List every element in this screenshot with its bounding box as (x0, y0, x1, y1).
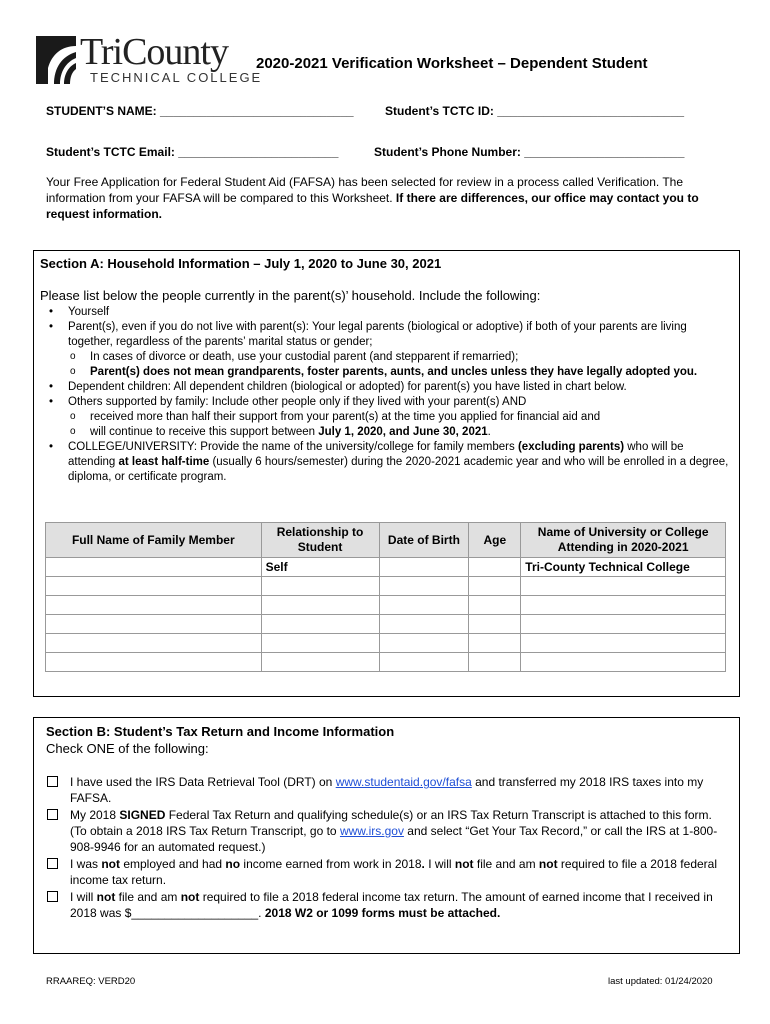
section-b-title: Section B: Student’s Tax Return and Income Information (46, 724, 395, 739)
list-item: • COLLEGE/UNIVERSITY: Provide the name of the university/college for family members (excluding parents) who will be attending at least half-time (usually 6 hours/semester) during the 2020-2021 academic year and who will be enrolled in a degree, diploma, or certificate program. (40, 440, 732, 485)
student-id-field[interactable]: Student’s TCTC ID: ____________________________ (385, 104, 685, 118)
checkbox[interactable] (47, 858, 58, 869)
table-cell[interactable] (469, 653, 521, 672)
table-cell[interactable] (261, 577, 379, 596)
table-cell[interactable]: Self (261, 558, 379, 577)
tax-option-not-employed: I was not employed and had no income earned from work in 2018. I will not file and am not required to file a 2018 federal income tax return. (46, 856, 722, 888)
table-cell[interactable] (469, 558, 521, 577)
table-cell[interactable] (521, 653, 726, 672)
table-row (46, 615, 726, 634)
table-cell[interactable] (261, 634, 379, 653)
table-header-row (46, 523, 726, 558)
intro-bold-text: If there are differences, our office may contact you to request information. (46, 191, 699, 221)
table-cell[interactable] (379, 596, 469, 615)
household-instructions-list (40, 305, 732, 485)
section-a-lead: Please list below the people currently in the parent(s)’ household. Include the following: (40, 288, 541, 303)
table-cell[interactable] (46, 577, 262, 596)
table-cell[interactable] (379, 577, 469, 596)
tax-options-list (46, 774, 722, 922)
document-title: 2020-2021 Verification Worksheet – Dependent Student (256, 55, 648, 72)
table-cell[interactable] (46, 615, 262, 634)
table-cell[interactable] (261, 596, 379, 615)
checkbox[interactable] (47, 776, 58, 787)
college-logo-tagline: TECHNICAL COLLEGE (90, 70, 263, 85)
table-cell[interactable] (379, 634, 469, 653)
form-code: RRAAREQ: VERD20 (46, 976, 136, 987)
table-cell[interactable]: Tri-County Technical College (521, 558, 726, 577)
intro-paragraph (46, 174, 718, 222)
table-row (46, 577, 726, 596)
table-cell[interactable] (521, 596, 726, 615)
studentaid-link[interactable]: www.studentaid.gov/fafsa (335, 775, 472, 789)
table-row (46, 653, 726, 672)
irs-link[interactable]: www.irs.gov (339, 824, 404, 838)
section-a-box (33, 250, 740, 697)
list-item: o In cases of divorce or death, use your custodial parent (and stepparent if remarried); (68, 350, 732, 365)
table-cell[interactable] (46, 634, 262, 653)
student-name-field[interactable]: STUDENT’S NAME: _____________________________ (46, 104, 354, 118)
section-b-lead: Check ONE of the following: (46, 741, 209, 756)
list-item: o Parent(s) does not mean grandparents, foster parents, aunts, and uncles unless they have legally adopted you. (68, 365, 732, 380)
family-members-table (45, 522, 726, 672)
tax-option-drt: I have used the IRS Data Retrieval Tool (DRT) on www.studentaid.gov/fafsa and transferred my 2018 IRS taxes into my FAFSA. (46, 774, 722, 806)
table-cell[interactable] (261, 653, 379, 672)
student-phone-field[interactable]: Student’s Phone Number: ________________________ (374, 145, 685, 159)
checkbox[interactable] (47, 891, 58, 902)
table-cell[interactable] (469, 596, 521, 615)
college-logo-name: TriCounty (80, 31, 228, 73)
list-item: • Yourself (40, 305, 732, 320)
section-a-title: Section A: Household Information – July 1, 2020 to June 30, 2021 (40, 256, 442, 271)
checkbox[interactable] (47, 809, 58, 820)
swoosh-logo-icon (34, 34, 78, 86)
table-cell[interactable] (46, 596, 262, 615)
table-cell[interactable] (469, 577, 521, 596)
list-item: o received more than half their support from your parent(s) at the time you applied for financial aid and (68, 410, 732, 425)
col-date-of-birth: Date of Birth (379, 523, 469, 558)
table-row (46, 634, 726, 653)
table-cell[interactable] (521, 634, 726, 653)
tax-option-signed-return: My 2018 SIGNED Federal Tax Return and qualifying schedule(s) or an IRS Tax Return Transcript is attached to this form. (To obtain a 2018 IRS Tax Return Transcript, go to www.irs.gov and select “Get Your Tax Record,” or call the IRS at 1-800-908-9946 for an automated request.) (46, 807, 722, 855)
table-cell[interactable] (521, 577, 726, 596)
table-cell[interactable] (379, 558, 469, 577)
col-full-name: Full Name of Family Member (46, 523, 262, 558)
list-item: • Dependent children: All dependent children (biological or adopted) for parent(s) you have listed in chart below. (40, 380, 732, 395)
section-b-box (33, 717, 740, 954)
table-cell[interactable] (469, 634, 521, 653)
intro-text: Your Free Application for Federal Student Aid (FAFSA) has been selected for review in a process called Verification. The information from your FAFSA will be compared to this Worksheet. (46, 175, 684, 205)
tax-option-earned-income: I will not file and am not required to file a 2018 federal income tax return. The amount of earned income that I received in 2018 was $___________________. 2018 W2 or 1099 forms must be attached. (46, 889, 722, 921)
list-item: • Others supported by family: Include other people only if they lived with your parent(s) AND o received more than half their support from your parent(s) at the time you applied for financial aid and o will continue to receive this support between July 1, 2020, and June 30, 2021. (40, 395, 732, 440)
table-cell[interactable] (379, 615, 469, 634)
table-cell[interactable] (46, 653, 262, 672)
table-row (46, 596, 726, 615)
student-email-field[interactable]: Student’s TCTC Email: ________________________ (46, 145, 339, 159)
table-cell[interactable] (469, 615, 521, 634)
table-cell[interactable] (46, 558, 262, 577)
col-university: Name of University or College Attending in 2020-2021 (521, 523, 726, 558)
last-updated-date: last updated: 01/24/2020 (608, 976, 713, 987)
table-cell[interactable] (261, 615, 379, 634)
list-item: • Parent(s), even if you do not live with parent(s): Your legal parents (biological or adoptive) if both of your parents are living together, regardless of the parents’ marital status or gender; o In cases of divorce or death, use your custodial parent (and stepparent if remarried); o Parent(s) does not mean grandparents, foster parents, aunts, and uncles unless they have legally adopted you. (40, 320, 732, 380)
table-cell[interactable] (379, 653, 469, 672)
col-relationship: Relationship to Student (261, 523, 379, 558)
table-row (46, 558, 726, 577)
table-cell[interactable] (521, 615, 726, 634)
col-age: Age (469, 523, 521, 558)
college-logo-mark (34, 34, 78, 86)
list-item: o will continue to receive this support between July 1, 2020, and June 30, 2021. (68, 425, 732, 440)
